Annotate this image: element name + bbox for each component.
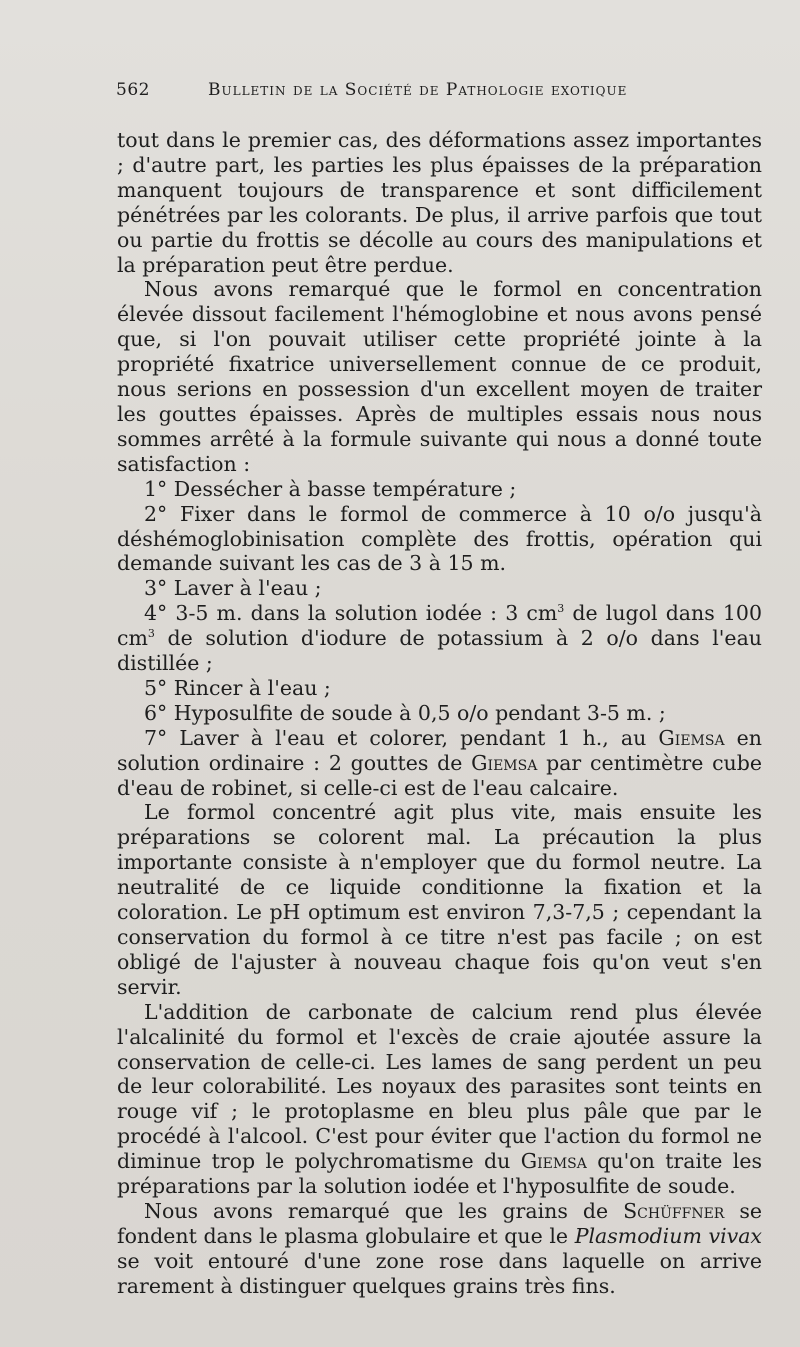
step-7-text-a: 7° Laver à l'eau et colorer, pendant 1 h., au	[144, 725, 659, 750]
superscript-cube: 3	[147, 627, 155, 641]
page-header	[116, 80, 660, 110]
paragraph-continuation: tout dans le premier cas, des déformations assez importantes ; d'autre part, les parties les plus épaisses de la préparation manquent toujours de transparence et sont difficilement pénétrées par les colorants. De plus, il arrive parfois que tout ou partie du frottis se décolle au cours des manipulations et la préparation peut être perdue.	[117, 128, 762, 277]
author-name-giemsa: Giemsa	[471, 750, 538, 775]
paragraph-formol-discovery: Nous avons remarqué que le formol en concentration élevée dissout facilement l'hémoglobine et nous avons pensé que, si l'on pouvait utiliser cette propriété jointe à la propriété fixatrice universellement connue de ce produit, nous serions en possession d'un excellent moyen de traiter les gouttes épaisses. Après de multiples essais nous nous sommes arrêté à la formule suivante qui nous a donné toute satisfaction :	[117, 277, 762, 476]
carbonate-text-b: qu'on traite les préparations par la solution iodée et l'hyposulfite de soude.	[117, 1149, 762, 1199]
species-name: Plasmodium vivax	[574, 1223, 762, 1248]
step-4-text-a: 4° 3-5 m. dans la solution iodée : 3 cm	[144, 601, 558, 626]
final-text-b: se fondent dans le plasma globulaire et que le	[117, 1198, 762, 1248]
paragraph-formol-concentre: Le formol concentré agit plus vite, mais ensuite les préparations se colorent mal. La précaution la plus importante consiste à n'employer que du formol neutre. La neutralité de ce liquide conditionne la fixation et la coloration. Le pH optimum est environ 7,3-7,5 ; cependant la conservation du formol à ce titre n'est pas facile ; on est obligé de l'ajuster à nouveau chaque fois qu'on veut s'en servir.	[117, 800, 762, 999]
paragraph-carbonate	[117, 1000, 762, 1199]
step-7-text-b: en solution ordinaire : 2 gouttes de	[117, 725, 762, 775]
step-4-text-c: de solution d'iodure de potassium à 2 o/o dans l'eau distillée ;	[117, 626, 762, 676]
step-6: 6° Hyposulfite de soude à 0,5 o/o pendant 3-5 m. ;	[144, 700, 666, 725]
running-title: Bulletin de la Société de Pathologie exotique	[208, 80, 628, 100]
final-text-a: Nous avons remarqué que les grains de	[144, 1198, 624, 1223]
superscript-cube: 3	[557, 602, 565, 616]
paragraph-final	[117, 1199, 762, 1299]
step-7-text-c: par centimètre cube d'eau de robinet, si celle-ci est de l'eau calcaire.	[117, 750, 763, 800]
author-name-schuffner: Schüffner	[623, 1198, 725, 1223]
step-2: 2° Fixer dans le formol de commerce à 10 o/o jusqu'à déshémoglobinisation complète des frottis, opération qui demande suivant les cas de 3 à 15 m.	[117, 501, 762, 576]
page-number: 562	[116, 80, 150, 100]
step-3: 3° Laver à l'eau ;	[144, 576, 322, 601]
author-name-giemsa: Giemsa	[658, 725, 725, 750]
carbonate-text-a: L'addition de carbonate de calcium rend plus élevée l'alcalinité du formol et l'excès de craie ajoutée assure la conservation de celle-ci. Les lames de sang perdent un peu de leur colorabilité. Les noyaux des parasites sont teints en rouge vif ; le protoplasme en bleu plus pâle que par le procédé à l'alcool. C'est pour éviter que l'action du formol ne diminue trop le polychromatisme du	[117, 999, 762, 1174]
step-5: 5° Rincer à l'eau ;	[144, 675, 331, 700]
step-4-text-b: de lugol dans 100 cm	[117, 601, 763, 651]
step-4	[117, 601, 762, 676]
body-text	[117, 128, 762, 1299]
author-name-giemsa: Giemsa	[520, 1149, 587, 1174]
final-text-c: se voit entouré d'une zone rose dans laquelle on arrive rarement à distinguer quelques grains très fins.	[117, 1248, 762, 1298]
step-7	[117, 726, 762, 801]
step-1: 1° Dessécher à basse température ;	[144, 476, 517, 501]
